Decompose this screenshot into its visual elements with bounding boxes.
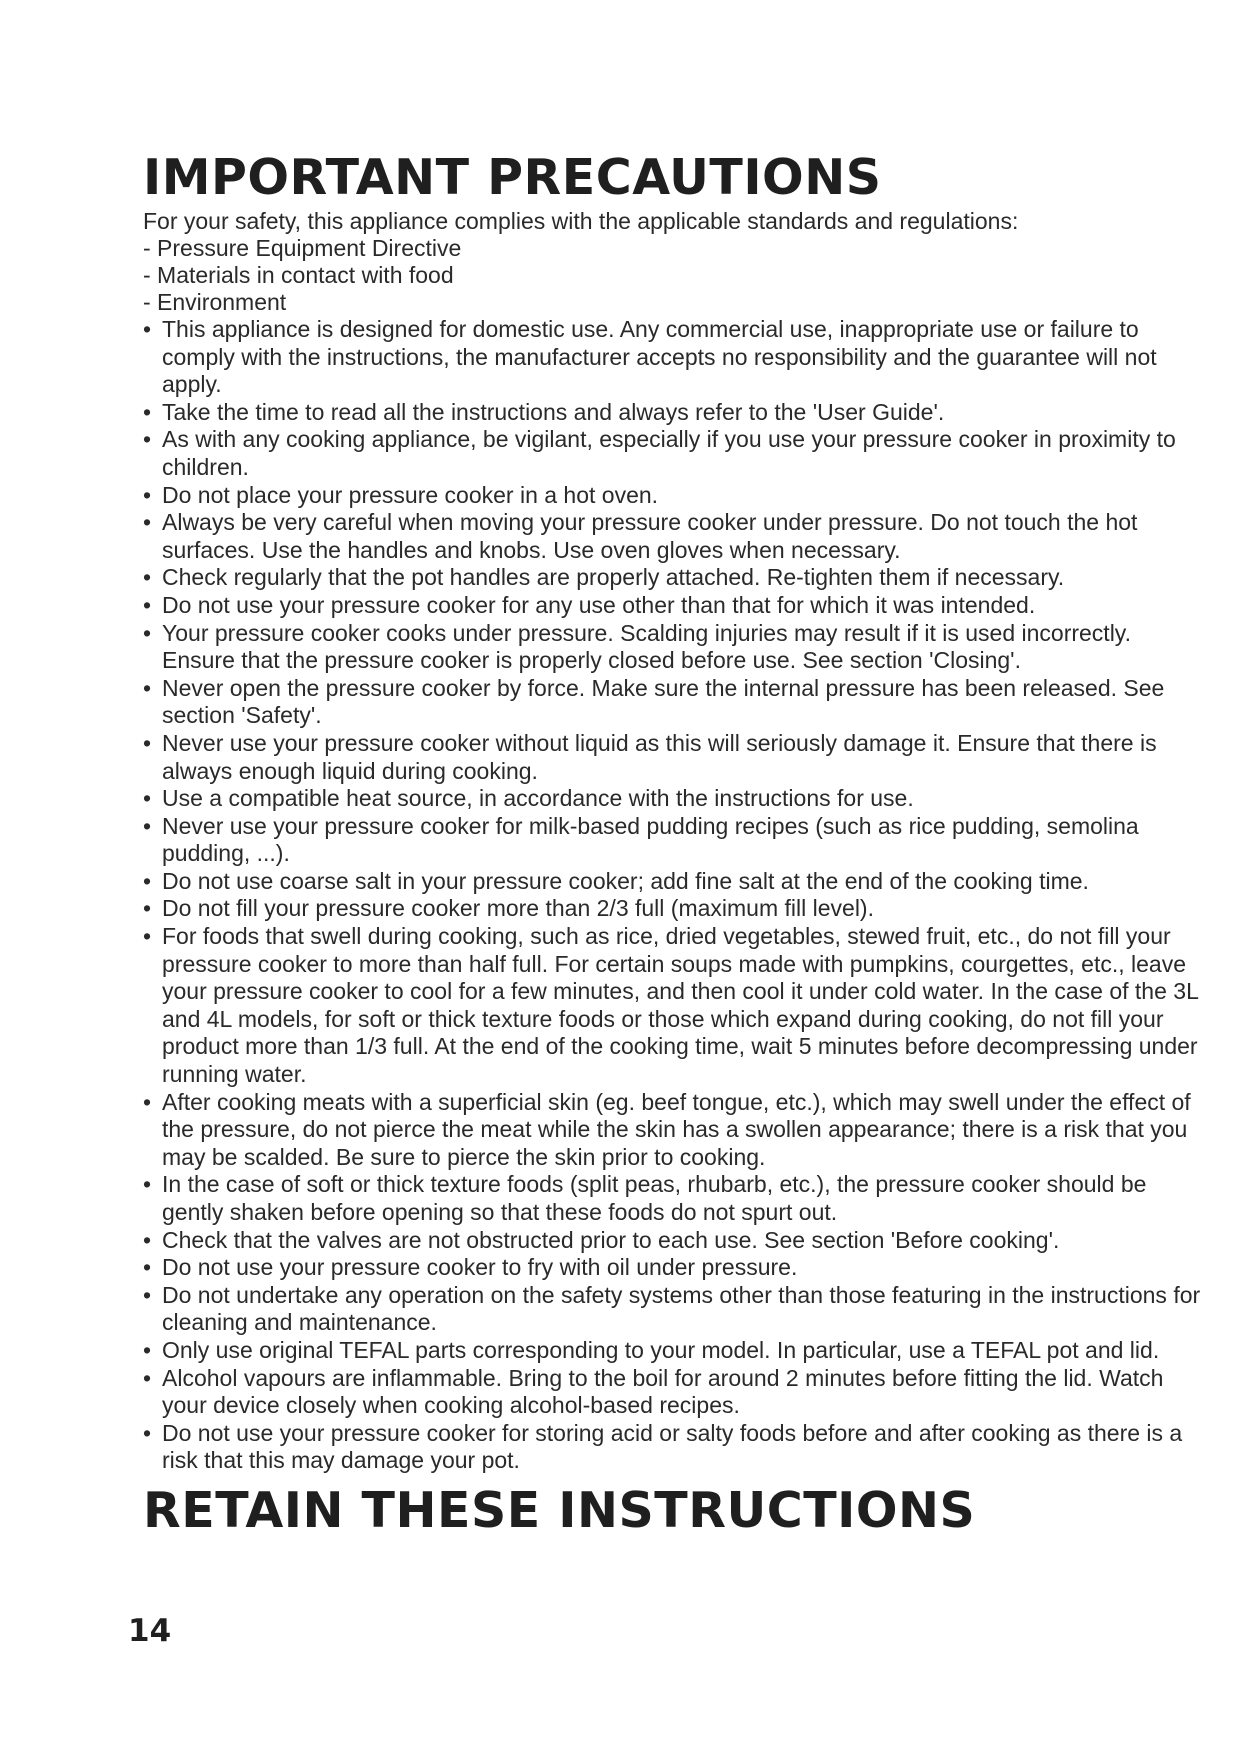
document-page: [143, 148, 1203, 1541]
precaution-item: • Never use your pressure cooker for milk-based pudding recipes (such as rice pudding, semolina pudding, ...).: [143, 813, 1203, 868]
precaution-item: • Do not place your pressure cooker in a hot oven.: [143, 482, 1203, 510]
precaution-item: • As with any cooking appliance, be vigilant, especially if you use your pressure cooker in proximity to children.: [143, 426, 1203, 481]
precaution-item: • Do not use your pressure cooker for storing acid or salty foods before and after cooking as there is a risk that this may damage your pot.: [143, 1420, 1203, 1475]
precautions-list: [143, 316, 1203, 1475]
precaution-item: • Check that the valves are not obstructed prior to each use. See section 'Before cooking'.: [143, 1227, 1203, 1255]
precaution-item: • For foods that swell during cooking, such as rice, dried vegetables, stewed fruit, etc., do not fill your pressure cooker to more than half full. For certain soups made with pumpkins, courgettes, etc., leave your pressure cooker to cool for a few minutes, and then cool it under cold water. In the case of the 3L and 4L models, for soft or thick texture foods or those which expand during cooking, do not fill your product more than 1/3 full. At the end of the cooking time, wait 5 minutes before decompressing under running water.: [143, 923, 1203, 1089]
precaution-item: • Do not use coarse salt in your pressure cooker; add fine salt at the end of the cooking time.: [143, 868, 1203, 896]
precaution-item: • Take the time to read all the instructions and always refer to the 'User Guide'.: [143, 399, 1203, 427]
precaution-item: • Always be very careful when moving your pressure cooker under pressure. Do not touch the hot surfaces. Use the handles and knobs. Use oven gloves when necessary.: [143, 509, 1203, 564]
standards-list: [143, 235, 1203, 316]
precaution-item: • Do not fill your pressure cooker more than 2/3 full (maximum fill level).: [143, 895, 1203, 923]
precaution-item: • Do not undertake any operation on the safety systems other than those featuring in the instructions for cleaning and maintenance.: [143, 1282, 1203, 1337]
precaution-item: • After cooking meats with a superficial skin (eg. beef tongue, etc.), which may swell under the effect of the pressure, do not pierce the meat while the skin has a swollen appearance; there is a risk that you may be scalded. Be sure to pierce the skin prior to cooking.: [143, 1089, 1203, 1172]
precaution-item: • Check regularly that the pot handles are properly attached. Re-tighten them if necessary.: [143, 564, 1203, 592]
precaution-item: • This appliance is designed for domestic use. Any commercial use, inappropriate use or failure to comply with the instructions, the manufacturer accepts no responsibility and the guarantee will not apply.: [143, 316, 1203, 399]
precaution-item: • Use a compatible heat source, in accordance with the instructions for use.: [143, 785, 1203, 813]
page-title: IMPORTANT PRECAUTIONS: [143, 149, 882, 206]
precaution-item: • Do not use your pressure cooker for any use other than that for which it was intended.: [143, 592, 1203, 620]
standard-item: - Materials in contact with food: [143, 262, 454, 288]
precaution-item: • Alcohol vapours are inflammable. Bring to the boil for around 2 minutes before fitting the lid. Watch your device closely when cooking alcohol-based recipes.: [143, 1365, 1203, 1420]
precaution-item: • In the case of soft or thick texture foods (split peas, rhubarb, etc.), the pressure cooker should be gently shaken before opening so that these foods do not spurt out.: [143, 1171, 1203, 1226]
standard-item: - Environment: [143, 289, 287, 315]
closing-heading: RETAIN THESE INSTRUCTIONS: [143, 1481, 976, 1539]
page-number: 14: [128, 1613, 172, 1649]
precaution-item: • Do not use your pressure cooker to fry with oil under pressure.: [143, 1254, 1203, 1282]
precaution-item: • Your pressure cooker cooks under pressure. Scalding injuries may result if it is used incorrectly. Ensure that the pressure cooker is properly closed before use. See section 'Closing'.: [143, 620, 1203, 675]
precaution-item: • Only use original TEFAL parts corresponding to your model. In particular, use a TEFAL pot and lid.: [143, 1337, 1203, 1365]
precaution-item: • Never open the pressure cooker by force. Make sure the internal pressure has been released. See section 'Safety'.: [143, 675, 1203, 730]
standard-item: - Pressure Equipment Directive: [143, 235, 462, 261]
intro-text: For your safety, this appliance complies with the applicable standards and regulations:: [143, 208, 1019, 234]
precaution-item: • Never use your pressure cooker without liquid as this will seriously damage it. Ensure that there is always enough liquid during cooking.: [143, 730, 1203, 785]
